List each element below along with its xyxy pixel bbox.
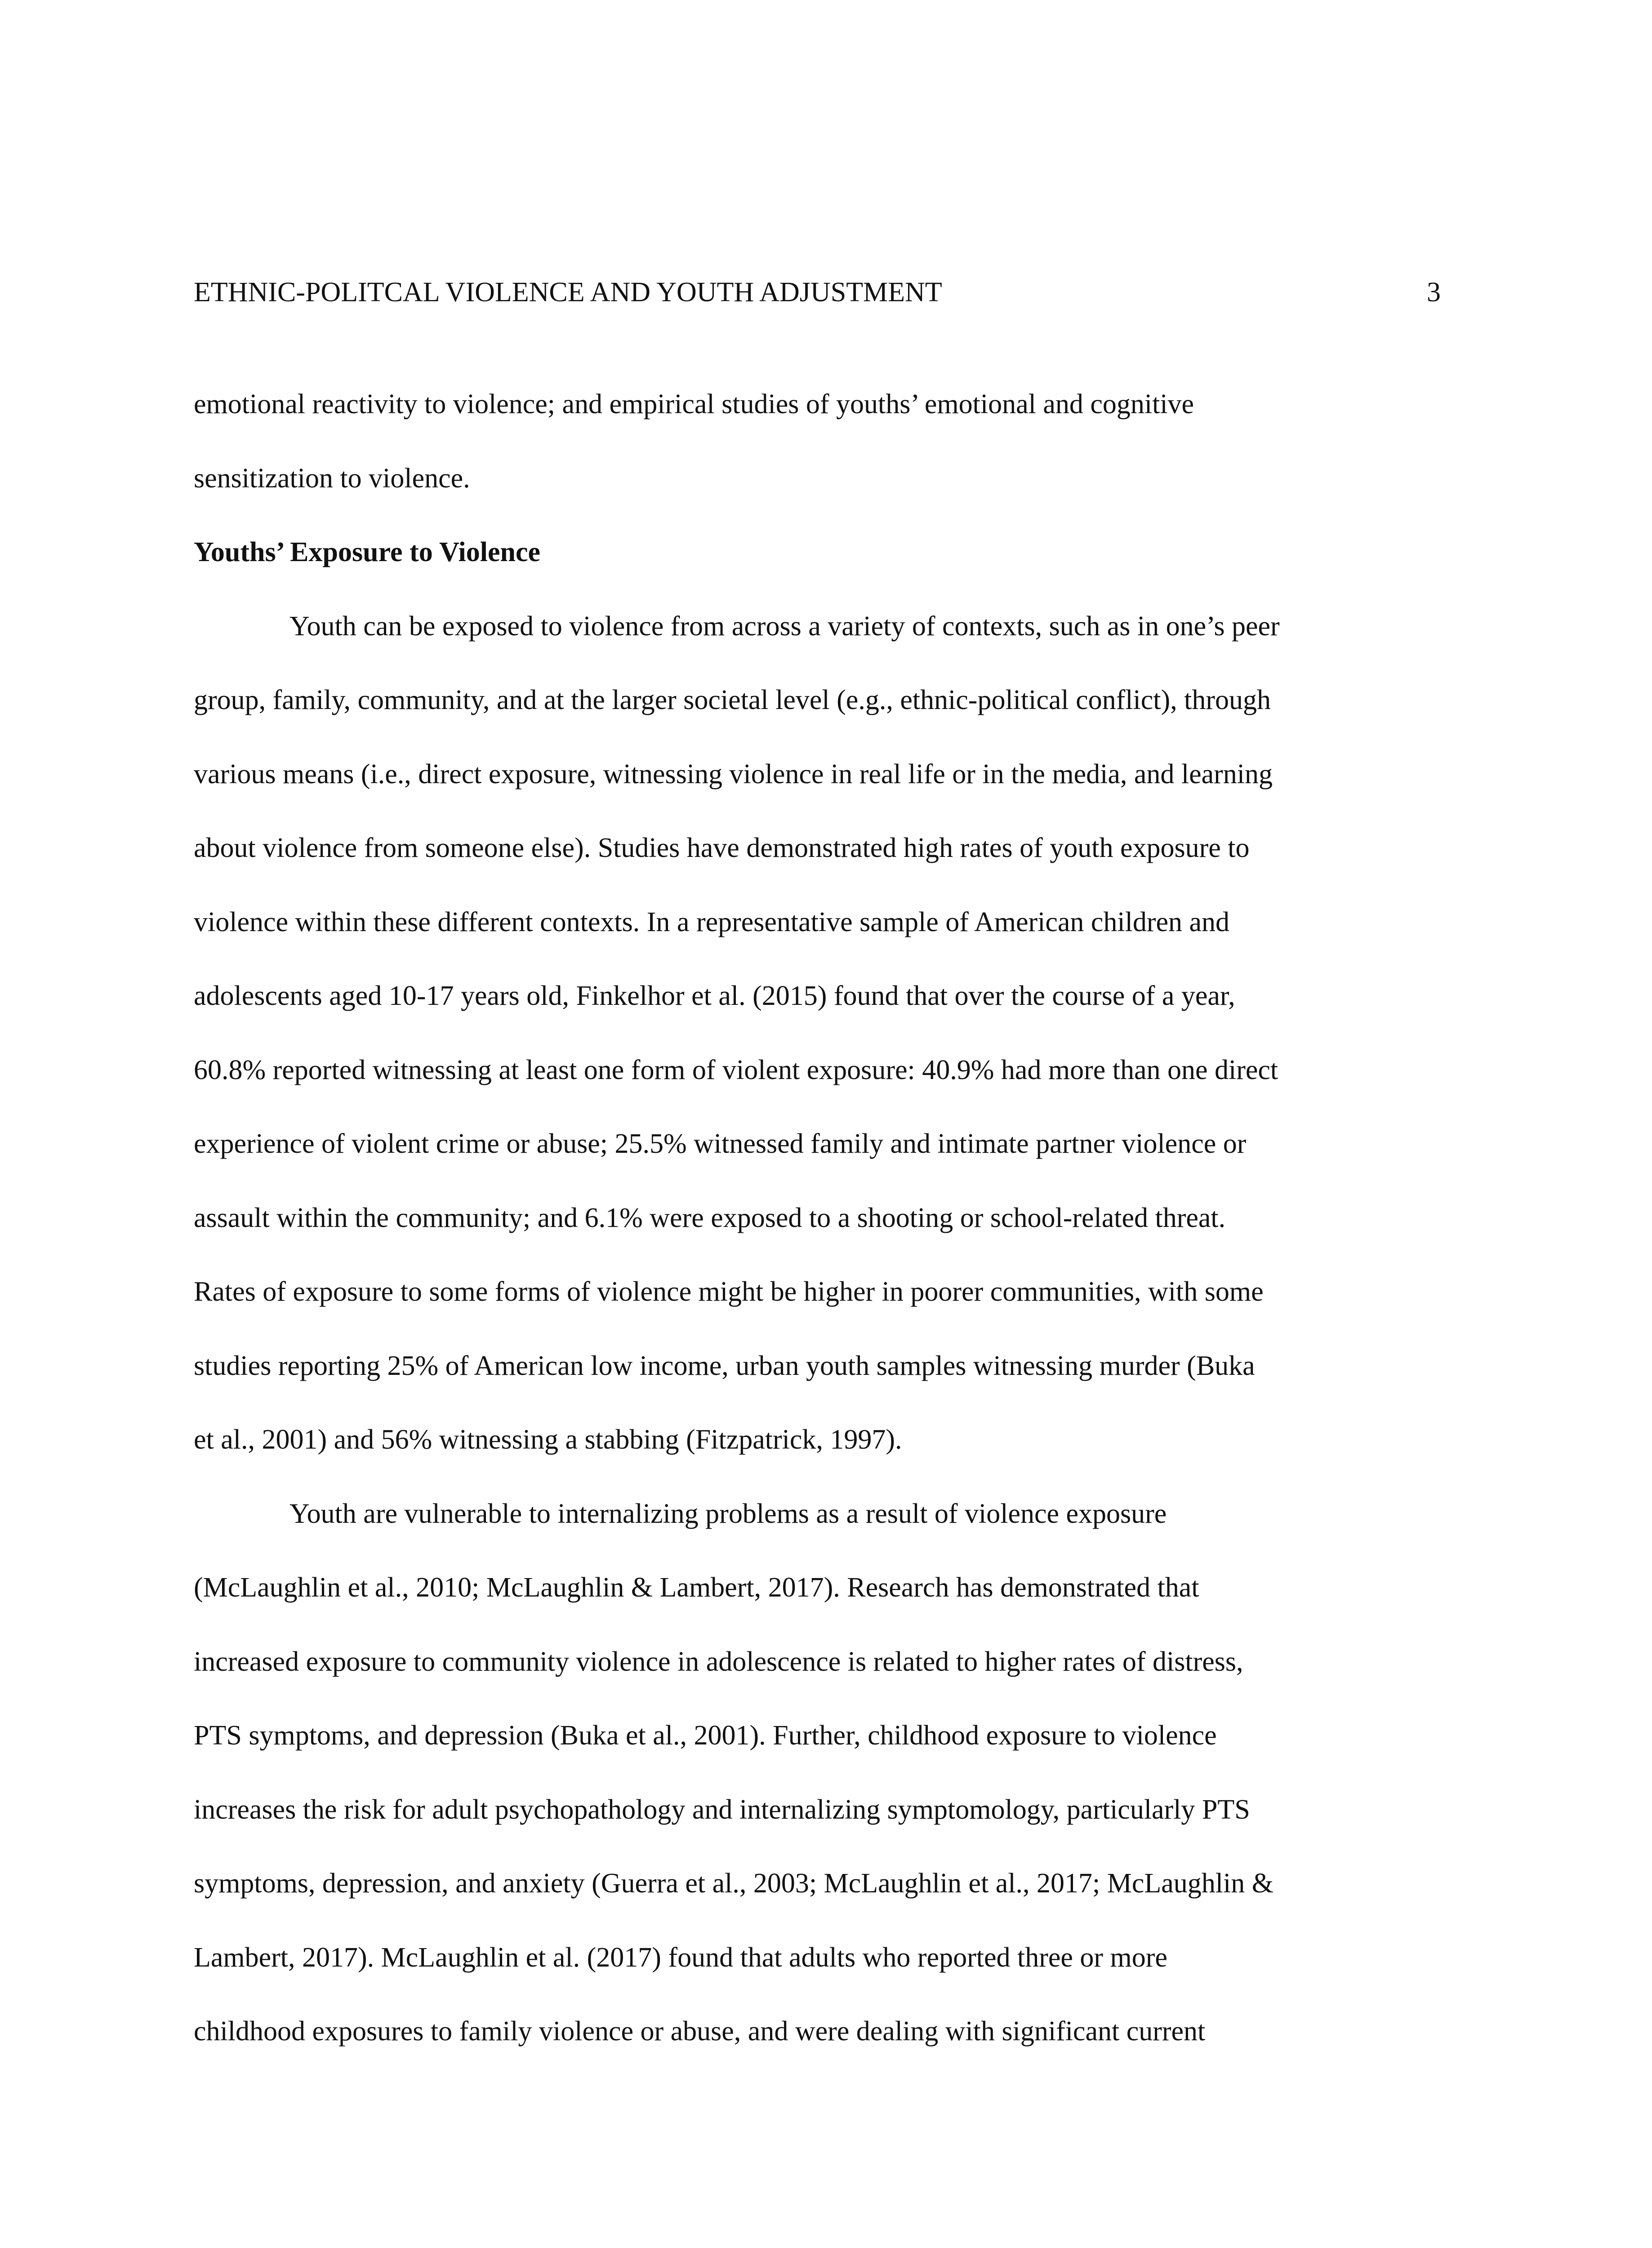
- text-line: violence within these different contexts. In a representative sample of American children and: [194, 906, 1230, 937]
- text-line: about violence from someone else). Studies have demonstrated high rates of youth exposure to: [194, 833, 1250, 863]
- text-line: various means (i.e., direct exposure, witnessing violence in real life or in the media, and learning: [194, 758, 1273, 789]
- text-line: group, family, community, and at the larger societal level (e.g., ethnic-political conflict), through: [194, 685, 1271, 715]
- text-line: increased exposure to community violence in adolescence is related to higher rates of distress,: [194, 1646, 1243, 1677]
- text-line: assault within the community; and 6.1% were exposed to a shooting or school-related threat.: [194, 1202, 1226, 1233]
- text-line: (McLaughlin et al., 2010; McLaughlin & Lambert, 2017). Research has demonstrated that: [194, 1572, 1199, 1603]
- text-line: sensitization to violence.: [194, 463, 470, 494]
- text-line: childhood exposures to family violence or abuse, and were dealing with significant current: [194, 2016, 1206, 2047]
- text-line: PTS symptoms, and depression (Buka et al., 2001). Further, childhood exposure to violence: [194, 1720, 1217, 1751]
- text-line: studies reporting 25% of American low income, urban youth samples witnessing murder (Buka: [194, 1350, 1255, 1381]
- text-line: adolescents aged 10-17 years old, Finkelhor et al. (2015) found that over the course of a year,: [194, 981, 1235, 1011]
- page-number: 3: [1427, 277, 1441, 308]
- text-line: increases the risk for adult psychopathology and internalizing symptomology, particularly PTS: [194, 1794, 1250, 1825]
- section-heading: Youths’ Exposure to Violence: [194, 537, 541, 567]
- text-line: Lambert, 2017). McLaughlin et al. (2017) found that adults who reported three or more: [194, 1942, 1167, 1973]
- text-line: 60.8% reported witnessing at least one form of violent exposure: 40.9% had more than one direct: [194, 1054, 1278, 1085]
- text-line: Rates of exposure to some forms of violence might be higher in poorer communities, with some: [194, 1276, 1264, 1307]
- paragraph-first-line: Youth are vulnerable to internalizing problems as a result of violence exposure: [289, 1498, 1167, 1529]
- paragraph-first-line: Youth can be exposed to violence from across a variety of contexts, such as in one’s peer: [289, 611, 1280, 642]
- text-line: symptoms, depression, and anxiety (Guerra et al., 2003; McLaughlin et al., 2017; McLaughlin &: [194, 1868, 1274, 1899]
- text-line: et al., 2001) and 56% witnessing a stabbing (Fitzpatrick, 1997).: [194, 1424, 902, 1455]
- body-text: [194, 367, 1458, 2069]
- text-line: experience of violent crime or abuse; 25.5% witnessed family and intimate partner violence or: [194, 1128, 1247, 1159]
- running-head: ETHNIC-POLITCAL VIOLENCE AND YOUTH ADJUSTMENT: [194, 277, 942, 308]
- text-line: emotional reactivity to violence; and empirical studies of youths’ emotional and cognitive: [194, 389, 1194, 419]
